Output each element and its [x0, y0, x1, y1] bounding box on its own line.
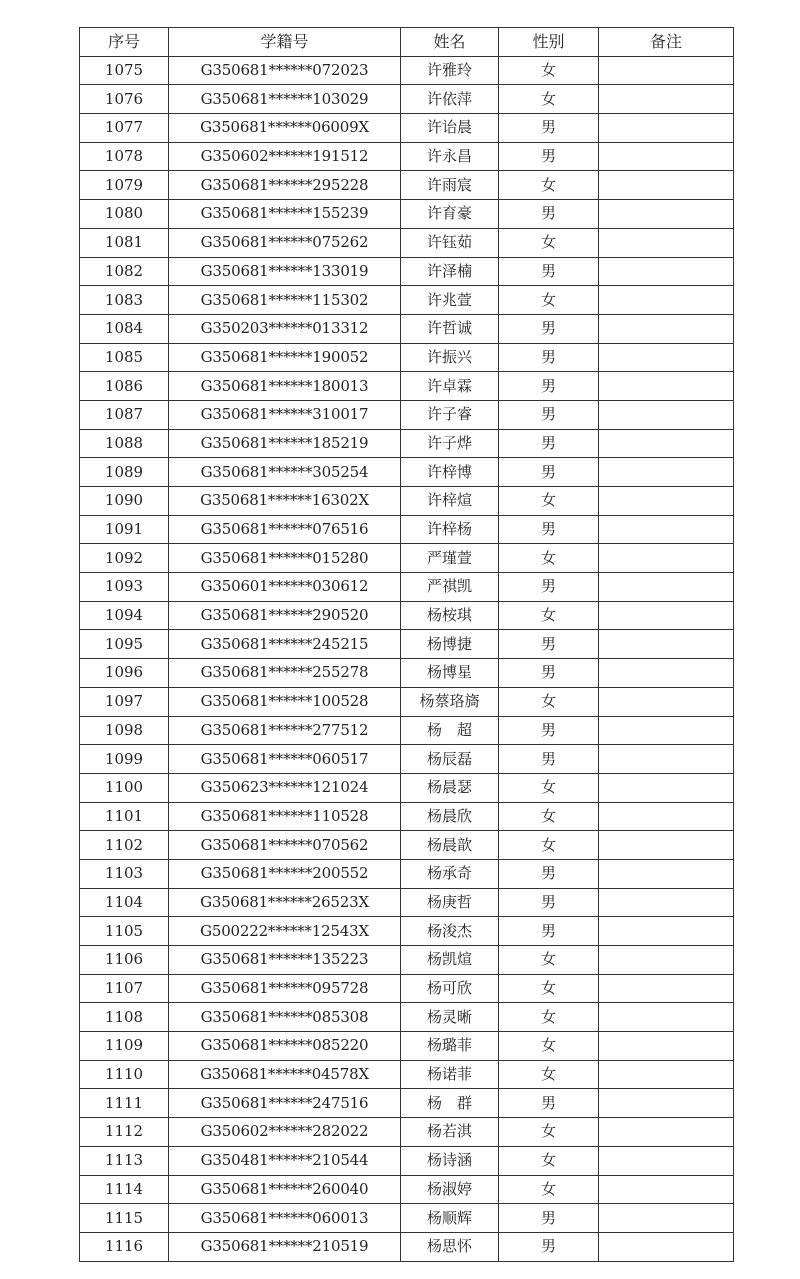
cell-gender: 女	[499, 228, 599, 257]
cell-student-id: G350681******015280	[169, 544, 401, 573]
cell-name: 杨晨瑟	[401, 773, 499, 802]
cell-note	[599, 429, 734, 458]
cell-name: 许子烨	[401, 429, 499, 458]
cell-name: 许依萍	[401, 85, 499, 114]
cell-seq: 1079	[80, 171, 169, 200]
cell-gender: 女	[499, 1118, 599, 1147]
cell-student-id: G350681******115302	[169, 286, 401, 315]
cell-gender: 男	[499, 458, 599, 487]
table-row	[80, 716, 734, 745]
cell-name: 杨博捷	[401, 630, 499, 659]
cell-gender: 男	[499, 745, 599, 774]
cell-name: 杨桉琪	[401, 601, 499, 630]
cell-gender: 男	[499, 573, 599, 602]
table-row	[80, 429, 734, 458]
table-row	[80, 286, 734, 315]
cell-gender: 男	[499, 372, 599, 401]
table-row	[80, 773, 734, 802]
cell-seq: 1112	[80, 1118, 169, 1147]
cell-seq: 1103	[80, 859, 169, 888]
cell-gender: 男	[499, 429, 599, 458]
cell-gender: 男	[499, 142, 599, 171]
cell-gender: 男	[499, 114, 599, 143]
table-row	[80, 1118, 734, 1147]
cell-seq: 1116	[80, 1232, 169, 1261]
cell-student-id: G350681******072023	[169, 56, 401, 85]
cell-seq: 1076	[80, 85, 169, 114]
cell-name: 杨蔡珞旖	[401, 687, 499, 716]
cell-student-id: G350681******305254	[169, 458, 401, 487]
table-row	[80, 1089, 734, 1118]
cell-seq: 1113	[80, 1146, 169, 1175]
cell-student-id: G350681******16302X	[169, 487, 401, 516]
cell-note	[599, 544, 734, 573]
cell-seq: 1083	[80, 286, 169, 315]
cell-name: 许雨宸	[401, 171, 499, 200]
cell-note	[599, 1146, 734, 1175]
cell-name: 杨诗涵	[401, 1146, 499, 1175]
table-row	[80, 917, 734, 946]
cell-name: 杨璐菲	[401, 1032, 499, 1061]
cell-note	[599, 314, 734, 343]
cell-name: 杨诺菲	[401, 1060, 499, 1089]
cell-note	[599, 1089, 734, 1118]
cell-student-id: G350681******103029	[169, 85, 401, 114]
cell-gender: 男	[499, 400, 599, 429]
cell-name: 杨博星	[401, 659, 499, 688]
cell-seq: 1115	[80, 1204, 169, 1233]
cell-student-id: G350681******277512	[169, 716, 401, 745]
table-row	[80, 372, 734, 401]
cell-gender: 女	[499, 487, 599, 516]
cell-seq: 1105	[80, 917, 169, 946]
header-note: 备注	[599, 28, 734, 57]
table-row	[80, 745, 734, 774]
cell-seq: 1084	[80, 314, 169, 343]
cell-seq: 1093	[80, 573, 169, 602]
cell-gender: 女	[499, 1032, 599, 1061]
cell-seq: 1075	[80, 56, 169, 85]
cell-name: 杨淑婷	[401, 1175, 499, 1204]
cell-note	[599, 1232, 734, 1261]
cell-note	[599, 85, 734, 114]
cell-note	[599, 515, 734, 544]
cell-gender: 男	[499, 888, 599, 917]
cell-gender: 女	[499, 1146, 599, 1175]
cell-name: 杨晨歆	[401, 831, 499, 860]
cell-name: 严瑾萱	[401, 544, 499, 573]
cell-note	[599, 573, 734, 602]
table-row	[80, 114, 734, 143]
header-student-id: 学籍号	[169, 28, 401, 57]
table-body	[80, 56, 734, 1261]
cell-student-id: G350681******085308	[169, 1003, 401, 1032]
cell-seq: 1110	[80, 1060, 169, 1089]
cell-gender: 女	[499, 687, 599, 716]
table-row	[80, 1232, 734, 1261]
cell-student-id: G350681******295228	[169, 171, 401, 200]
cell-note	[599, 946, 734, 975]
cell-gender: 男	[499, 257, 599, 286]
cell-note	[599, 343, 734, 372]
cell-gender: 女	[499, 802, 599, 831]
cell-seq: 1085	[80, 343, 169, 372]
cell-seq: 1102	[80, 831, 169, 860]
table-row	[80, 1003, 734, 1032]
header-gender: 性别	[499, 28, 599, 57]
cell-gender: 男	[499, 515, 599, 544]
cell-gender: 女	[499, 773, 599, 802]
cell-name: 许子睿	[401, 400, 499, 429]
cell-note	[599, 773, 734, 802]
cell-gender: 男	[499, 1204, 599, 1233]
cell-student-id: G350681******135223	[169, 946, 401, 975]
cell-name: 许哲诚	[401, 314, 499, 343]
cell-name: 许钰茹	[401, 228, 499, 257]
cell-student-id: G350681******133019	[169, 257, 401, 286]
cell-note	[599, 286, 734, 315]
cell-note	[599, 56, 734, 85]
cell-note	[599, 114, 734, 143]
cell-student-id: G350681******26523X	[169, 888, 401, 917]
cell-note	[599, 831, 734, 860]
table-row	[80, 802, 734, 831]
cell-name: 许兆萱	[401, 286, 499, 315]
cell-seq: 1086	[80, 372, 169, 401]
cell-gender: 女	[499, 1060, 599, 1089]
cell-name: 许育豪	[401, 200, 499, 229]
table-row	[80, 888, 734, 917]
cell-name: 杨若淇	[401, 1118, 499, 1147]
table-row	[80, 1060, 734, 1089]
cell-gender: 女	[499, 171, 599, 200]
cell-student-id: G350681******076516	[169, 515, 401, 544]
cell-gender: 男	[499, 917, 599, 946]
cell-gender: 男	[499, 200, 599, 229]
cell-note	[599, 687, 734, 716]
cell-student-id: G350681******06009X	[169, 114, 401, 143]
cell-gender: 男	[499, 1089, 599, 1118]
cell-note	[599, 859, 734, 888]
cell-note	[599, 171, 734, 200]
cell-seq: 1077	[80, 114, 169, 143]
cell-name: 杨庚哲	[401, 888, 499, 917]
cell-seq: 1107	[80, 974, 169, 1003]
cell-note	[599, 1060, 734, 1089]
cell-seq: 1081	[80, 228, 169, 257]
cell-name: 许永昌	[401, 142, 499, 171]
cell-student-id: G350681******185219	[169, 429, 401, 458]
table-row	[80, 1032, 734, 1061]
cell-student-id: G350681******110528	[169, 802, 401, 831]
cell-note	[599, 142, 734, 171]
cell-student-id: G350681******200552	[169, 859, 401, 888]
cell-name: 杨灵晰	[401, 1003, 499, 1032]
cell-name: 许雅玲	[401, 56, 499, 85]
cell-seq: 1094	[80, 601, 169, 630]
table-row	[80, 1204, 734, 1233]
cell-seq: 1100	[80, 773, 169, 802]
cell-note	[599, 659, 734, 688]
cell-student-id: G350681******180013	[169, 372, 401, 401]
cell-name: 杨顺辉	[401, 1204, 499, 1233]
cell-note	[599, 458, 734, 487]
cell-seq: 1106	[80, 946, 169, 975]
cell-note	[599, 601, 734, 630]
cell-student-id: G350681******210519	[169, 1232, 401, 1261]
table-row	[80, 1146, 734, 1175]
cell-seq: 1114	[80, 1175, 169, 1204]
cell-seq: 1104	[80, 888, 169, 917]
cell-note	[599, 1118, 734, 1147]
table-row	[80, 228, 734, 257]
cell-note	[599, 802, 734, 831]
cell-seq: 1092	[80, 544, 169, 573]
cell-gender: 男	[499, 659, 599, 688]
cell-name: 杨可欣	[401, 974, 499, 1003]
cell-note	[599, 1003, 734, 1032]
cell-note	[599, 888, 734, 917]
cell-note	[599, 716, 734, 745]
cell-name: 许振兴	[401, 343, 499, 372]
cell-seq: 1082	[80, 257, 169, 286]
cell-student-id: G350623******121024	[169, 773, 401, 802]
cell-student-id: G350681******155239	[169, 200, 401, 229]
cell-gender: 女	[499, 831, 599, 860]
cell-name: 许诒晨	[401, 114, 499, 143]
cell-name: 杨 群	[401, 1089, 499, 1118]
cell-name: 严祺凯	[401, 573, 499, 602]
cell-seq: 1109	[80, 1032, 169, 1061]
cell-student-id: G350681******245215	[169, 630, 401, 659]
cell-note	[599, 745, 734, 774]
table-row	[80, 56, 734, 85]
cell-name: 许梓杨	[401, 515, 499, 544]
cell-gender: 女	[499, 974, 599, 1003]
cell-note	[599, 200, 734, 229]
table-row	[80, 1175, 734, 1204]
table-row	[80, 946, 734, 975]
cell-seq: 1096	[80, 659, 169, 688]
cell-student-id: G350681******260040	[169, 1175, 401, 1204]
table-row	[80, 630, 734, 659]
cell-gender: 男	[499, 859, 599, 888]
cell-student-id: G350681******310017	[169, 400, 401, 429]
cell-seq: 1099	[80, 745, 169, 774]
cell-name: 杨 超	[401, 716, 499, 745]
cell-student-id: G350681******075262	[169, 228, 401, 257]
cell-seq: 1090	[80, 487, 169, 516]
cell-student-id: G350681******095728	[169, 974, 401, 1003]
cell-seq: 1108	[80, 1003, 169, 1032]
cell-student-id: G350602******282022	[169, 1118, 401, 1147]
cell-student-id: G350681******190052	[169, 343, 401, 372]
cell-student-id: G350602******191512	[169, 142, 401, 171]
cell-student-id: G350681******247516	[169, 1089, 401, 1118]
cell-gender: 女	[499, 286, 599, 315]
cell-seq: 1097	[80, 687, 169, 716]
cell-seq: 1080	[80, 200, 169, 229]
table-header	[80, 28, 734, 57]
cell-name: 杨晨欣	[401, 802, 499, 831]
cell-name: 许卓霖	[401, 372, 499, 401]
table-row	[80, 831, 734, 860]
table-row	[80, 544, 734, 573]
cell-gender: 男	[499, 716, 599, 745]
table-row	[80, 400, 734, 429]
cell-name: 杨承奇	[401, 859, 499, 888]
cell-gender: 女	[499, 85, 599, 114]
table-row	[80, 458, 734, 487]
cell-note	[599, 1032, 734, 1061]
cell-gender: 女	[499, 946, 599, 975]
table-row	[80, 171, 734, 200]
cell-seq: 1091	[80, 515, 169, 544]
table-row	[80, 601, 734, 630]
cell-note	[599, 917, 734, 946]
cell-gender: 女	[499, 544, 599, 573]
cell-name: 许梓煊	[401, 487, 499, 516]
cell-student-id: G350681******04578X	[169, 1060, 401, 1089]
table-row	[80, 142, 734, 171]
cell-note	[599, 400, 734, 429]
cell-student-id: G350681******100528	[169, 687, 401, 716]
table-row	[80, 659, 734, 688]
table-row	[80, 85, 734, 114]
cell-gender: 女	[499, 1175, 599, 1204]
cell-gender: 女	[499, 1003, 599, 1032]
header-row	[80, 28, 734, 57]
cell-seq: 1089	[80, 458, 169, 487]
cell-seq: 1095	[80, 630, 169, 659]
cell-gender: 男	[499, 343, 599, 372]
cell-note	[599, 630, 734, 659]
cell-name: 杨辰磊	[401, 745, 499, 774]
cell-gender: 男	[499, 314, 599, 343]
table-row	[80, 314, 734, 343]
cell-seq: 1087	[80, 400, 169, 429]
table-row	[80, 257, 734, 286]
cell-seq: 1088	[80, 429, 169, 458]
cell-gender: 男	[499, 630, 599, 659]
cell-name: 许泽楠	[401, 257, 499, 286]
cell-student-id: G350203******013312	[169, 314, 401, 343]
student-roster-table	[79, 27, 734, 1262]
cell-student-id: G350681******060013	[169, 1204, 401, 1233]
cell-name: 杨思怀	[401, 1232, 499, 1261]
cell-gender: 男	[499, 1232, 599, 1261]
cell-note	[599, 228, 734, 257]
cell-note	[599, 974, 734, 1003]
cell-note	[599, 257, 734, 286]
cell-seq: 1078	[80, 142, 169, 171]
header-seq: 序号	[80, 28, 169, 57]
cell-student-id: G500222******12543X	[169, 917, 401, 946]
cell-seq: 1101	[80, 802, 169, 831]
cell-student-id: G350481******210544	[169, 1146, 401, 1175]
table-row	[80, 687, 734, 716]
table-row	[80, 573, 734, 602]
cell-note	[599, 487, 734, 516]
cell-name: 许梓博	[401, 458, 499, 487]
cell-note	[599, 372, 734, 401]
cell-seq: 1111	[80, 1089, 169, 1118]
table-row	[80, 859, 734, 888]
table-row	[80, 487, 734, 516]
cell-note	[599, 1175, 734, 1204]
table-row	[80, 343, 734, 372]
table-row	[80, 974, 734, 1003]
cell-name: 杨浚杰	[401, 917, 499, 946]
table-row	[80, 200, 734, 229]
cell-seq: 1098	[80, 716, 169, 745]
cell-student-id: G350681******085220	[169, 1032, 401, 1061]
cell-note	[599, 1204, 734, 1233]
cell-name: 杨凯煊	[401, 946, 499, 975]
cell-student-id: G350681******290520	[169, 601, 401, 630]
cell-student-id: G350601******030612	[169, 573, 401, 602]
table-row	[80, 515, 734, 544]
cell-student-id: G350681******060517	[169, 745, 401, 774]
cell-student-id: G350681******255278	[169, 659, 401, 688]
cell-gender: 女	[499, 601, 599, 630]
cell-student-id: G350681******070562	[169, 831, 401, 860]
cell-gender: 女	[499, 56, 599, 85]
header-name: 姓名	[401, 28, 499, 57]
